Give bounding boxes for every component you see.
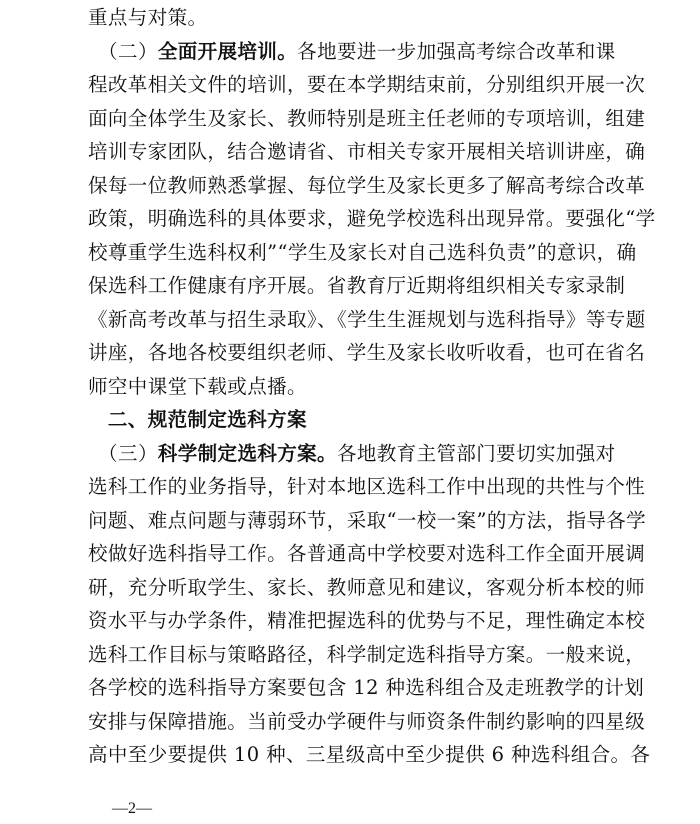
- text-line: 讲座，各地各校要组织老师、学生及家长收听收看，也可在省名: [88, 341, 646, 364]
- text-line: 保选科工作健康有序开展。省教育厅近期将组织相关专家录制: [88, 274, 626, 297]
- text-line: 校做好选科指导工作。各普通高中学校要对选科工作全面开展调: [88, 542, 646, 565]
- text-line: 各学校的选科指导方案要包含 12 种选科组合及走班教学的计划: [88, 676, 645, 699]
- text-line: 程改革相关文件的培训，要在本学期结束前，分别组织开展一次: [88, 73, 646, 96]
- page-number: —2—: [112, 800, 152, 817]
- text-line: 重点与对策。: [88, 6, 208, 29]
- text-line: 问题、难点问题与薄弱环节，采取“一校一案”的方法，指导各学: [88, 508, 647, 532]
- text-line: 高中至少要提供 10 种、三星级高中至少提供 6 种选科组合。各: [88, 743, 651, 766]
- text-line: 师空中课堂下载或点播。: [88, 374, 307, 398]
- section-heading: 二、规范制定选科方案: [88, 408, 307, 431]
- text-line: （三）科学制定选科方案。各地教育主管部门要切实加强对: [88, 441, 616, 465]
- text-line: 资水平与办学条件，精准把握选科的优势与不足，理性确定本校: [88, 609, 646, 632]
- text-line: 选科工作目标与策略路径，科学制定选科指导方案。一般来说，: [88, 642, 646, 666]
- text-line: 研，充分听取学生、家长、教师意见和建议，客观分析本校的师: [88, 575, 646, 599]
- text-line: 选科工作的业务指导，针对本地区选科工作中出现的共性与个性: [88, 475, 646, 498]
- section-lead: 全面开展培训。: [157, 39, 298, 63]
- text-line: 保每一位教师熟悉掌握、每位学生及家长更多了解高考综合改革: [88, 173, 646, 197]
- text-line: 安排与保障措施。当前受办学硬件与师资条件制约影响的四星级: [88, 709, 646, 733]
- text-line: 校尊重学生选科权利”“学生及家长对自己选科负责”的意识，确: [88, 240, 637, 264]
- text-line: （二）全面开展培训。各地要进一步加强高考综合改革和课: [88, 39, 616, 63]
- section-lead: 科学制定选科方案。: [157, 441, 337, 465]
- text-line: 培训专家团队，结合邀请省、市相关专家开展相关培训讲座，确: [88, 140, 646, 163]
- text-line: 《新高考改革与招生录取》、《学生生涯规划与选科指导》等专题: [88, 307, 646, 331]
- text-line: 政策，明确选科的具体要求，避免学校选科出现异常。要强化“学: [88, 207, 656, 230]
- text-line: 面向全体学生及家长、教师特别是班主任老师的专项培训，组建: [88, 106, 646, 130]
